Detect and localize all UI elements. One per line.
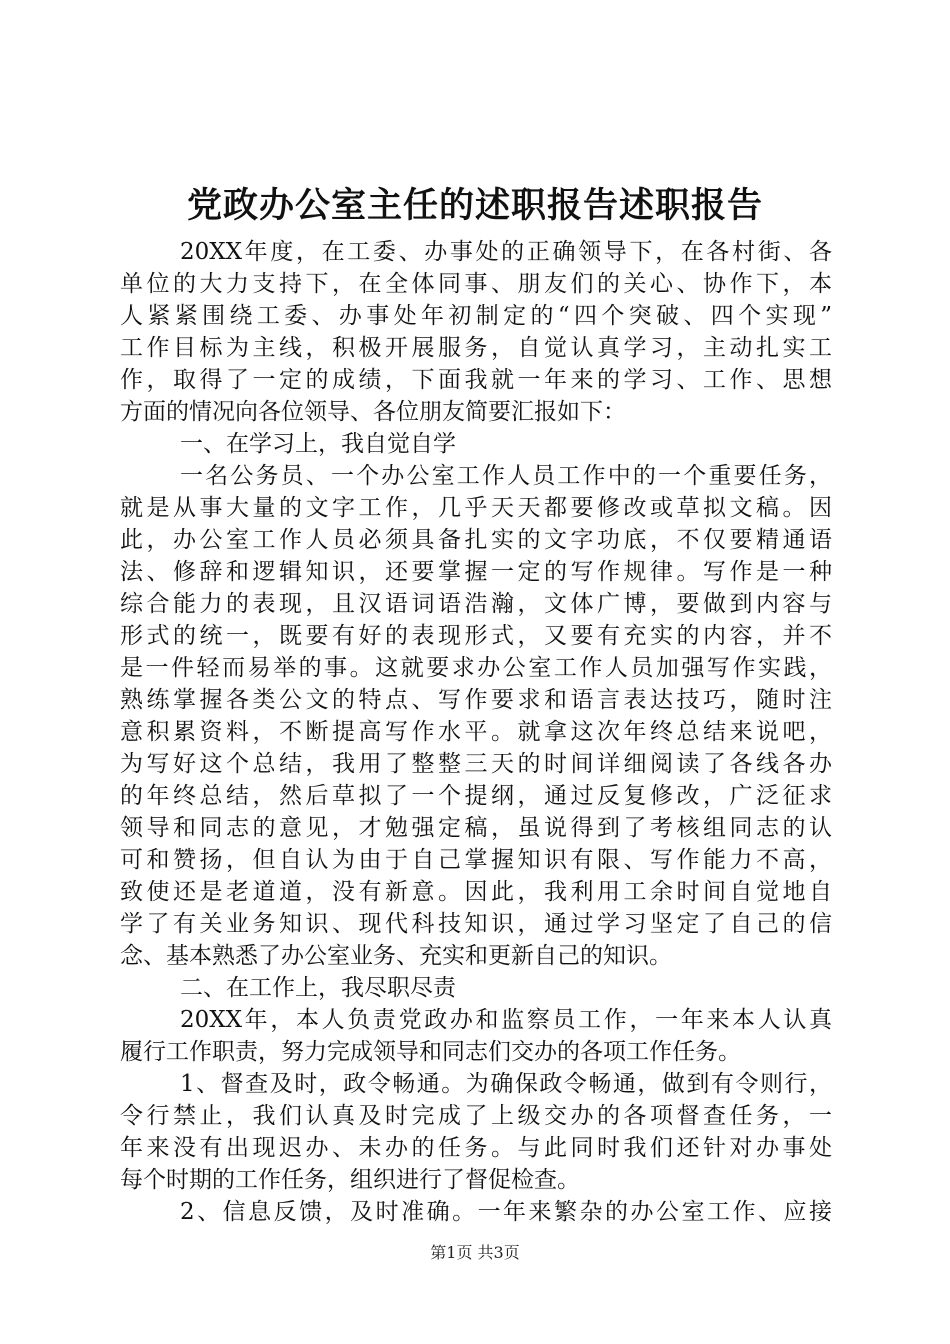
text-line: 履行工作职责，努力完成领导和同志们交办的各项工作任务。: [120, 1039, 741, 1065]
text-line: 方面的情况向各位领导、各位朋友简要汇报如下：: [120, 399, 626, 425]
section-heading: 二、在工作上，我尽职尽责: [180, 975, 456, 1001]
text-line: 此，办公室工作人员必须具备扎实的文字功底，不仅要精通语: [120, 527, 832, 553]
text-line: 作，取得了一定的成绩，下面我就一年来的学习、工作、思想: [120, 367, 832, 393]
text-line: 法、修辞和逻辑知识，还要掌握一定的写作规律。写作是一种: [120, 559, 832, 585]
text-line: 就是从事大量的文字工作，几乎天天都要修改或草拟文稿。因: [120, 495, 832, 521]
text-line: 领导和同志的意见，才勉强定稿，虽说得到了考核组同志的认: [120, 815, 832, 841]
text-line: 致使还是老道道，没有新意。因此，我利用工余时间自觉地自: [120, 879, 832, 905]
text-line: 学了有关业务知识、现代科技知识，通过学习坚定了自己的信: [120, 911, 832, 937]
text-line: 熟练掌握各类公文的特点、写作要求和语言表达技巧，随时注: [120, 687, 832, 713]
text-line: 每个时期的工作任务，组织进行了督促检查。: [120, 1167, 580, 1193]
text-line: 一名公务员、一个办公室工作人员工作中的一个重要任务，: [180, 463, 832, 489]
text-line: 人紧紧围绕工委、办事处年初制定的“四个突破、四个实现”: [120, 303, 832, 329]
text-line: 20XX年，本人负责党政办和监察员工作，一年来本人认真: [180, 1007, 832, 1033]
document-title: 党政办公室主任的述职报告述职报告: [186, 185, 763, 226]
text-line: 念、基本熟悉了办公室业务、充实和更新自己的知识。: [120, 943, 672, 969]
text-line: 综合能力的表现，且汉语词语浩瀚，文体广博，要做到内容与: [120, 591, 832, 617]
text-line: 是一件轻而易举的事。这就要求办公室工作人员加强写作实践，: [120, 655, 832, 681]
section-heading: 一、在学习上，我自觉自学: [180, 431, 456, 457]
text-line: 为写好这个总结，我用了整整三天的时间详细阅读了各线各办: [120, 751, 832, 777]
text-line: 1、督查及时，政令畅通。为确保政令畅通，做到有令则行，: [180, 1071, 832, 1097]
text-line: 意积累资料，不断提高写作水平。就拿这次年终总结来说吧，: [120, 719, 832, 745]
document-body: [120, 236, 832, 1228]
text-line: 形式的统一，既要有好的表现形式，又要有充实的内容，并不: [120, 623, 832, 649]
text-line: 可和赞扬，但自认为由于自己掌握知识有限、写作能力不高，: [120, 847, 832, 873]
text-line: 的年终总结，然后草拟了一个提纲，通过反复修改，广泛征求: [120, 783, 832, 809]
text-line: 2、信息反馈，及时准确。一年来繁杂的办公室工作、应接: [180, 1199, 832, 1225]
text-line: 工作目标为主线，积极开展服务，自觉认真学习，主动扎实工: [120, 335, 832, 361]
text-line: 令行禁止，我们认真及时完成了上级交办的各项督查任务，一: [120, 1103, 832, 1129]
page-footer: 第1页 共3页: [430, 1243, 520, 1262]
text-line: 单位的大力支持下，在全体同事、朋友们的关心、协作下，本: [120, 271, 832, 297]
text-line: 20XX年度，在工委、办事处的正确领导下，在各村街、各: [180, 239, 832, 265]
text-line: 年来没有出现迟办、未办的任务。与此同时我们还针对办事处: [120, 1135, 832, 1161]
